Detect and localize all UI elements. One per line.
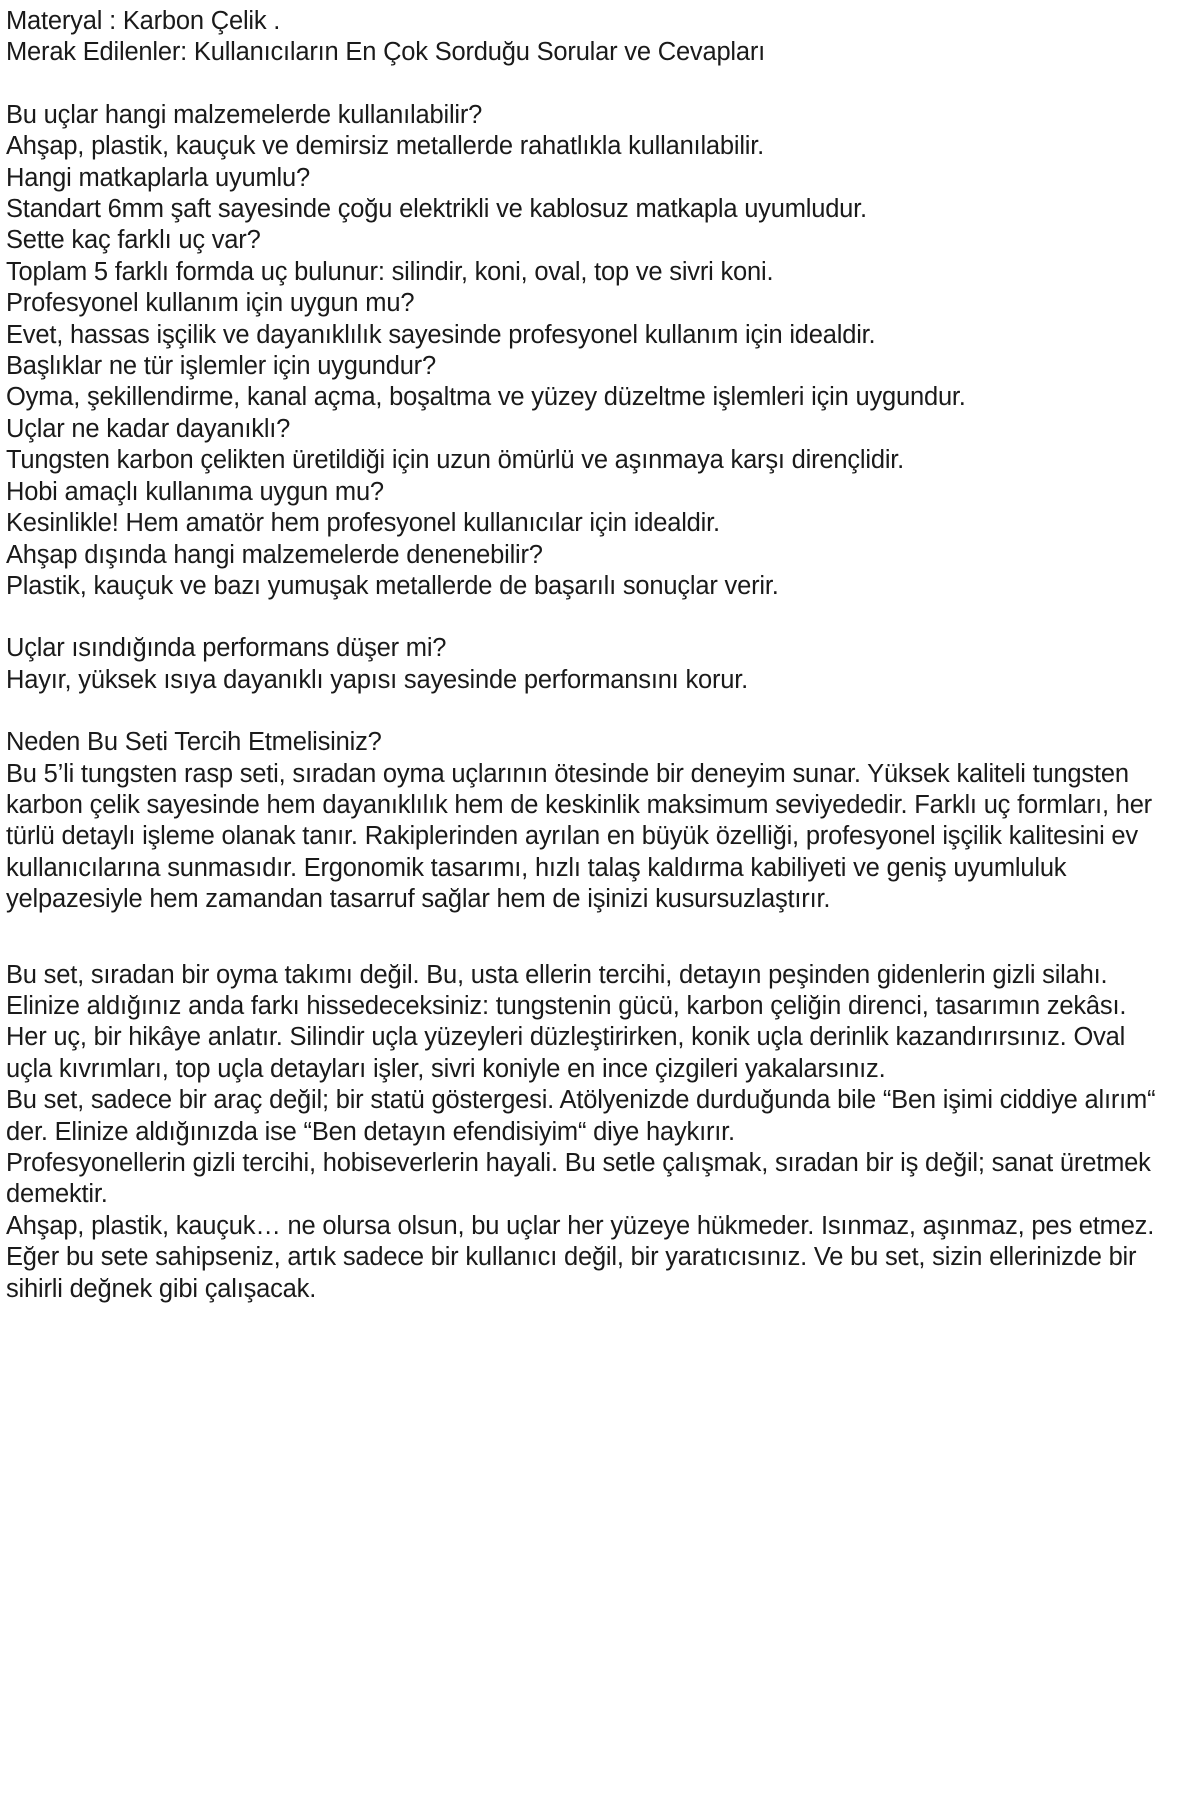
spacer-after-header: [6, 69, 1174, 100]
faq-question: Hangi matkaplarla uyumlu?: [6, 163, 310, 192]
faq-answer: Hayır, yüksek ısıya dayanıklı yapısı sayesinde performansını korur.: [6, 665, 749, 694]
closing-paragraph: Bu set, sıradan bir oyma takımı değil. Bu, usta ellerin tercihi, detayın peşinden gidenlerin gizli silahı. Elinize aldığınız anda farkı hissedeceksiniz: tungstenin gücü, karbon çeliğin direnci, tasarımın zekâsı.: [6, 960, 1127, 1020]
faq-answer: Evet, hassas işçilik ve dayanıklılık sayesinde profesyonel kullanım için idealdir.: [6, 320, 876, 349]
closing-paragraph: Ahşap, plastik, kauçuk… ne olursa olsun, bu uçlar her yüzeye hükmeder. Isınmaz, aşınmaz, pes etmez.: [6, 1211, 1155, 1240]
faq-question: Hobi amaçlı kullanıma uygun mu?: [6, 477, 384, 506]
faq-question: Başlıklar ne tür işlemler için uygundur?: [6, 352, 436, 381]
closing-paragraph: Her uç, bir hikâye anlatır. Silindir uçla yüzeyleri düzleştirirken, konik uçla derinlik kazandırırsınız. Oval uçla kıvrımları, top uçla detayları işler, sivri koniyle en ince çizgileri yakalarsınız.: [6, 1023, 1132, 1083]
faq-section-title: Merak Edilenler: Kullanıcıların En Çok Sorduğu Sorular ve Cevapları: [6, 38, 766, 67]
faq-answer: Tungsten karbon çelikten üretildiği için uzun ömürlü ve aşınmaya karşı dirençlidir.: [6, 446, 905, 475]
faq-answer: Oyma, şekillendirme, kanal açma, boşaltma ve yüzey düzeltme işlemleri için uygundur.: [6, 383, 966, 412]
faq-question: Profesyonel kullanım için uygun mu?: [6, 289, 415, 318]
faq-answer: Kesinlikle! Hem amatör hem profesyonel kullanıcılar için idealdir.: [6, 509, 720, 538]
faq-section: [6, 100, 1174, 696]
why-choose-body: Bu 5’li tungsten rasp seti, sıradan oyma uçlarının ötesinde bir deneyim sunar. Yüksek kaliteli tungsten karbon çelik sayesinde hem dayanıklılık hem de keskinlik maksimum seviyededir. Farklı uç formları, her türlü detaylı işleme olanak tanır. Rakiplerinden ayrılan en büyük özelliği, profesyonel işçilik kalitesini ev kullanıcılarına sunmasıdır. Ergonomik tasarımı, hızlı talaş kaldırma kabiliyeti ve geniş uyumluluk yelpazesiyle hem zamandan tasarruf sağlar hem de işinizi kusursuzlaştırır.: [6, 759, 1159, 914]
closing-paragraph: Bu set, sadece bir araç değil; bir statü göstergesi. Atölyenizde durduğunda bile “Ben işimi ciddiye alırım“ der. Elinize aldığınızda ise “Ben detayın efendisiyim“ diye haykırır.: [6, 1086, 1163, 1146]
closing-paragraph: Eğer bu sete sahipseniz, artık sadece bir kullanıcı değil, bir yaratıcısınız. Ve bu set, sizin ellerinizde bir sihirli değnek gibi çalışacak.: [6, 1243, 1144, 1303]
faq-answer: Toplam 5 farklı formda uç bulunur: silindir, koni, oval, top ve sivri koni.: [6, 257, 774, 286]
why-choose-section: [6, 727, 1174, 915]
why-choose-title: Neden Bu Seti Tercih Etmelisiniz?: [6, 728, 382, 757]
faq-question: Uçlar ne kadar dayanıklı?: [6, 414, 291, 443]
faq-question: Sette kaç farklı uç var?: [6, 226, 261, 255]
spacer-before-heat-faq: [6, 602, 1174, 633]
faq-answer: Plastik, kauçuk ve bazı yumuşak metallerde de başarılı sonuçlar verir.: [6, 571, 779, 600]
spacer-before-why-choose: [6, 696, 1174, 727]
header-section: [6, 6, 1174, 69]
faq-question: Ahşap dışında hangi malzemelerde denenebilir?: [6, 540, 543, 569]
faq-question: Uçlar ısındığında performans düşer mi?: [6, 634, 447, 663]
closing-paragraph: Profesyonellerin gizli tercihi, hobiseverlerin hayali. Bu setle çalışmak, sıradan bir iş değil; sanat üretmek demektir.: [6, 1149, 1158, 1209]
material-line: Materyal : Karbon Çelik .: [6, 7, 281, 35]
faq-answer: Ahşap, plastik, kauçuk ve demirsiz metallerde rahatlıkla kullanılabilir.: [6, 132, 765, 161]
spacer-before-closing: [6, 916, 1174, 960]
closing-section: [6, 960, 1174, 1305]
faq-answer: Standart 6mm şaft sayesinde çoğu elektrikli ve kablosuz matkapla uyumludur.: [6, 195, 867, 224]
faq-question: Bu uçlar hangi malzemelerde kullanılabilir?: [6, 100, 483, 129]
